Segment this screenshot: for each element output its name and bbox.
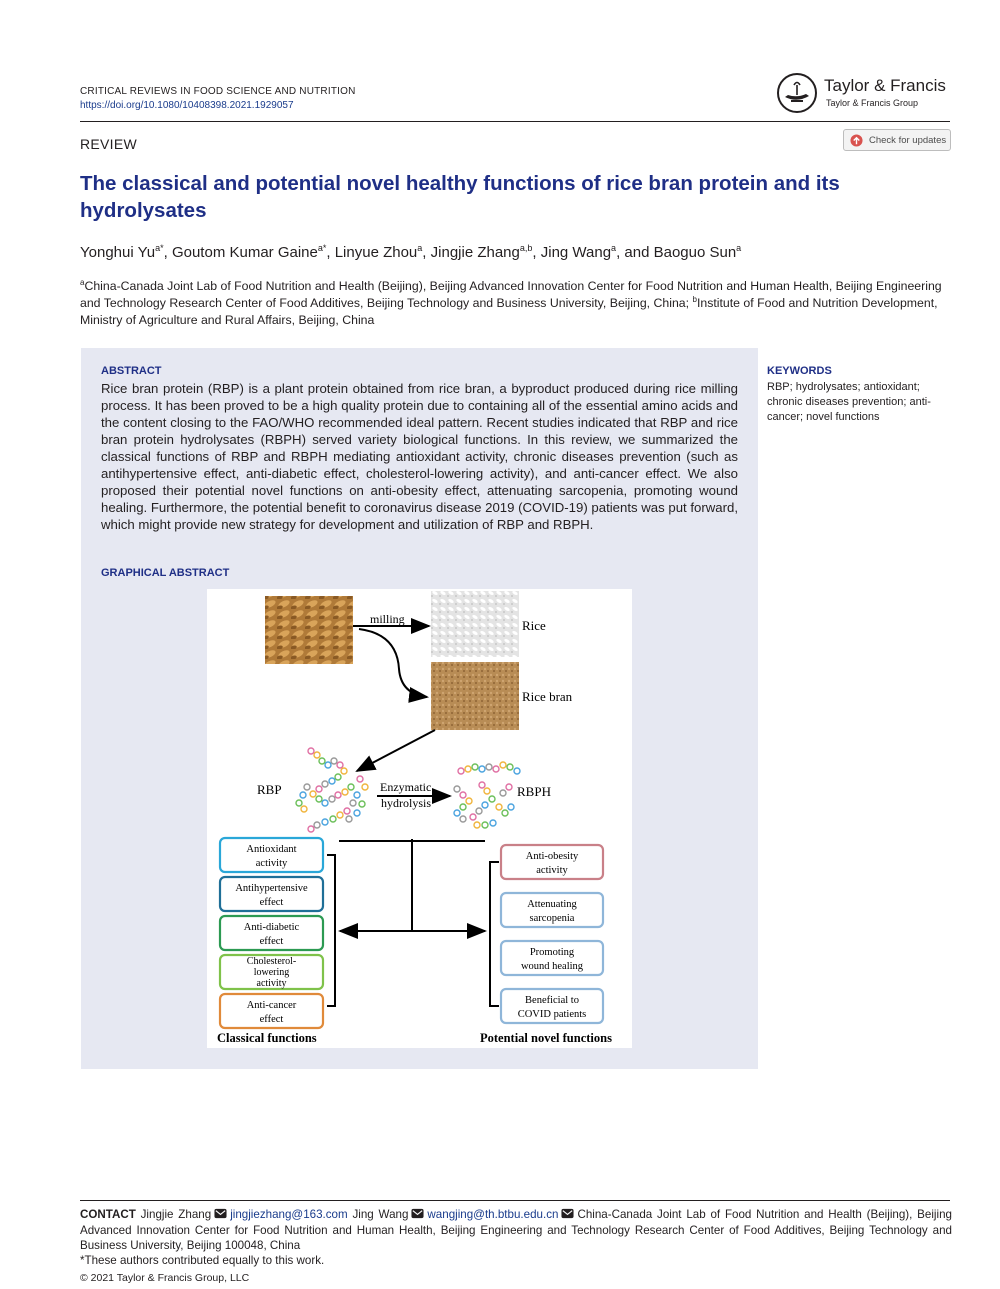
classical-functions-label: Classical functions — [217, 1031, 317, 1045]
equal-contribution-note: *These authors contributed equally to this work. — [80, 1254, 325, 1267]
classical-line2: effect — [259, 936, 284, 947]
keywords-text: RBP; hydrolysates; antioxidant; chronic diseases prevention; anti-cancer; novel functions — [767, 381, 931, 423]
hydrolysis-label: hydrolysis — [381, 796, 432, 810]
graphical-abstract-svg — [207, 589, 632, 1048]
affil-b-text: Institute of Food and Nutrition Development, Ministry of Agriculture and Rural Affairs, Beijing, China — [80, 296, 938, 327]
classical-line1: Antioxidant — [246, 844, 297, 855]
potential-functions-label: Potential novel functions — [480, 1031, 612, 1045]
classical-line3: activity — [256, 978, 287, 989]
author-sup: a,b — [519, 243, 533, 253]
affiliations — [80, 278, 955, 329]
author-sup: a — [736, 243, 742, 253]
function-connectors — [327, 839, 499, 1006]
affil-mark: a — [80, 277, 85, 287]
potential-line2: activity — [536, 865, 568, 876]
potential-line1: Anti-obesity — [525, 851, 579, 862]
check-for-updates-button[interactable] — [843, 129, 951, 151]
author-name[interactable]: Jingjie Zhang — [430, 244, 520, 261]
bran-to-rbp-arrow — [357, 730, 435, 771]
author-name[interactable]: Baoguo Sun — [653, 244, 737, 261]
potential-line1: Promoting — [529, 947, 575, 958]
section-label: REVIEW — [80, 136, 138, 152]
classical-line2: lowering — [253, 967, 290, 978]
rbp-label: RBP — [257, 782, 282, 797]
classical-line2: effect — [259, 1014, 284, 1025]
rice-image — [431, 591, 519, 657]
author-sup: a* — [155, 243, 164, 253]
footer-divider — [80, 1200, 950, 1201]
publisher-logo[interactable] — [776, 72, 956, 116]
rbph-peptide-fragments — [454, 762, 520, 828]
author-sup: a — [417, 243, 423, 253]
publisher-group: Taylor & Francis Group — [826, 98, 919, 108]
contact-label: CONTACT — [80, 1208, 136, 1221]
classical-function-box — [220, 916, 323, 950]
contact-address: China-Canada Joint Lab of Food Nutrition and Health (Beijing), Beijing Advanced Innovation Center for Food Nutrition and Human Health, Beijing Engineering and Technology Research Center of Food Additives, Beijing Technology and Business University, Beijing 100048, China — [80, 1208, 952, 1252]
doi-link[interactable]: https://doi.org/10.1080/10408398.2021.1929057 — [80, 100, 294, 111]
rbph-label: RBPH — [517, 784, 551, 799]
publisher-name: Taylor & Francis — [824, 76, 946, 95]
publisher-lamp-icon — [776, 72, 818, 114]
classical-function-box — [220, 877, 323, 911]
classical-function-box — [220, 955, 323, 989]
potential-function-box — [501, 893, 603, 927]
copyright: © 2021 Taylor & Francis Group, LLC — [80, 1272, 250, 1284]
potential-function-box — [501, 941, 603, 975]
author-name[interactable]: Jing Wang — [540, 244, 612, 261]
potential-function-box — [501, 845, 603, 879]
classical-line2: activity — [255, 858, 288, 869]
graphical-abstract-heading: GRAPHICAL ABSTRACT — [101, 567, 230, 579]
contact-person: Jingjie Zhang — [140, 1208, 212, 1221]
potential-line2: sarcopenia — [529, 913, 575, 924]
affil-a-text: China-Canada Joint Lab of Food Nutrition and Health (Beijing), Beijing Advanced Innovation Center for Food Nutrition and Human Health, Beijing Engineering and Technology Research Center of Food Additives, Beijing Technology and Business University, Beijing, China; — [80, 279, 942, 310]
author-sup: a* — [317, 243, 327, 253]
contact-email-link[interactable]: wangjing@th.btbu.edu.cn — [427, 1208, 559, 1221]
rbp-protein-chain — [296, 748, 368, 832]
contact-info — [80, 1207, 952, 1254]
classical-function-box — [220, 838, 323, 872]
classical-line1: Cholesterol- — [246, 956, 297, 967]
rice-label: Rice — [522, 618, 546, 633]
abstract-text: Rice bran protein (RBP) is a plant protein obtained from rice bran, a byproduct produced during rice milling process. It has been proved to be a high quality protein due to containing all of the essential amino acids and the content closing to the FAO/WHO recommended ideal pattern. Recent studies indicated that RBP and rice bran protein hydrolysates (RBPH) served variety biological functions. In this review, we summarized the classical functions of RBP and RBPH mediating antioxidant activity, chronic diseases prevention (such as antihypertensive effect, anti-diabetic effect, cholesterol-lowering activity), and anti-cancer effect. We also proposed their potential novel functions on anti-obesity effect, attenuating sarcopenia, promoting wound healing. Furthermore, the potential benefit to coronavirus disease 2019 (COVID-19) patients was put forward, which might provide new strategy for development and utilization of RBP and RBPH. — [101, 381, 738, 532]
author-name[interactable]: Linyue Zhou — [334, 244, 418, 261]
article-title: The classical and potential novel healthy functions of rice bran protein and its hydrolysates — [80, 172, 840, 222]
email-icon — [214, 1208, 227, 1219]
rice-bran-label: Rice bran — [522, 689, 573, 704]
graphical-abstract-figure — [207, 589, 632, 1048]
rice-bran-image — [431, 662, 519, 730]
milling-label: milling — [370, 612, 405, 626]
journal-name: CRITICAL REVIEWS IN FOOD SCIENCE AND NUTRITION — [80, 86, 356, 97]
classical-function-box — [220, 994, 323, 1028]
author-list: Yonghui $Yu^{a*}$, Goutom Kumar Gaine$^{a*}$, Linyue Zhou$^a$, Jingjie Zhang$^{a,b}$, Jing Wang$^a$, and Baoguo Sun$^a$ — [80, 243, 742, 261]
author-sup: a — [611, 243, 617, 253]
classical-line1: Anti-cancer — [246, 1000, 297, 1011]
email-icon — [411, 1208, 424, 1219]
check-for-updates-label: Check for updates — [869, 134, 947, 146]
classical-line1: Anti-diabetic — [243, 922, 300, 933]
potential-line2: COVID patients — [517, 1009, 587, 1020]
contact-person: Jing Wang — [352, 1208, 409, 1221]
address-icon — [561, 1208, 574, 1219]
paddy-rice-image — [265, 596, 353, 664]
bran-arrow — [359, 629, 427, 697]
author-name[interactable]: Goutom Kumar Gaine — [171, 244, 318, 261]
potential-line1: Beneficial to — [525, 995, 579, 1006]
affil-mark: b — [692, 294, 697, 304]
enzymatic-label: Enzymatic — [380, 780, 432, 794]
classical-line1: Antihypertensive — [235, 883, 308, 894]
potential-function-box — [501, 989, 603, 1023]
author-name[interactable]: Yonghui Yu — [80, 244, 156, 261]
classical-line2: effect — [259, 897, 284, 908]
header-divider — [80, 121, 950, 122]
abstract-heading: ABSTRACT — [101, 365, 162, 377]
contact-email-link[interactable]: jingjiezhang@163.com — [230, 1208, 348, 1221]
potential-line1: Attenuating — [527, 899, 577, 910]
keywords-heading: KEYWORDS — [767, 365, 832, 377]
update-badge-icon — [850, 134, 863, 147]
potential-line2: wound healing — [520, 961, 584, 972]
